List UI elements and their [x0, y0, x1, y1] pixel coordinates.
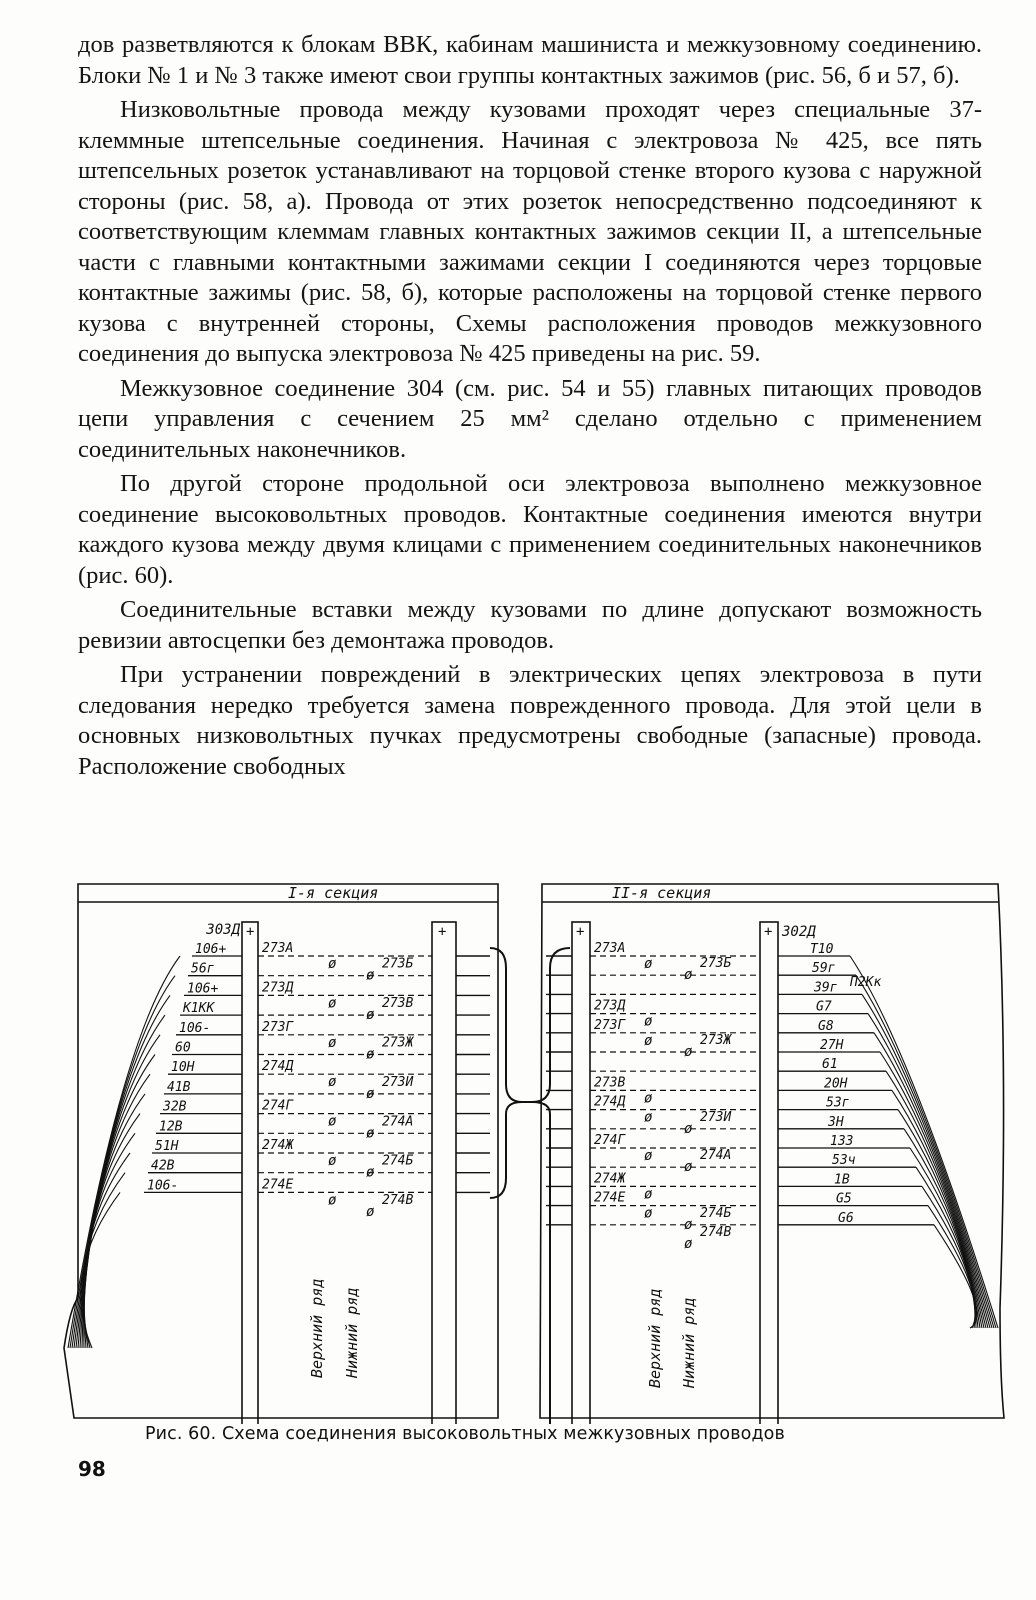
section-2-upper-label: 274Е	[594, 1190, 626, 1206]
inter-body-connector	[532, 1102, 570, 1424]
section-2-wire-label: 53ч	[832, 1153, 856, 1169]
section-2-wire-label: G5	[836, 1191, 852, 1207]
section-2-node: ø	[684, 967, 693, 984]
section-2-lower-label: 273Б	[700, 956, 732, 972]
section-2-node: ø	[644, 1148, 653, 1164]
section-2-wire-label: 27Н	[820, 1038, 844, 1053]
section-1-title: I-я секция	[288, 884, 379, 902]
figure-caption: Рис. 60. Схема соединения высоковольтных межкузовных проводов	[145, 1424, 785, 1444]
section-2-node: ø	[644, 1109, 653, 1126]
paragraph-3: Межкузовное соединение 304 (см. рис. 54 и 55) главных питающих проводов цепи управления с сечением 25 мм² сделано отдельно с применением соединительных наконечников.	[78, 374, 982, 463]
section-2-node: ø	[644, 1186, 653, 1203]
section-1-node: ø	[328, 1192, 337, 1209]
section-2-wire-label: 39г	[814, 980, 838, 996]
section-2-plus-top-left: +	[576, 924, 585, 940]
section-1-wire-label: 32В	[163, 1099, 187, 1115]
section-1-wire-label: 42В	[151, 1158, 175, 1174]
section-2-node: ø	[644, 956, 653, 972]
section-1-wire-label: 41В	[167, 1079, 191, 1095]
section-1-wire-label: 51Н	[155, 1139, 179, 1154]
section-1-top-label: 303Д	[206, 922, 240, 938]
section-2-node: ø	[684, 1044, 693, 1060]
section-2-node: ø	[644, 1013, 653, 1030]
section-1-lower-label: 273И	[382, 1074, 414, 1090]
section-1-rotated-upper: Верхний ряд	[308, 1278, 326, 1378]
section-2-upper-label: 273Г	[594, 1017, 626, 1033]
section-2-upper-label: 273В	[594, 1075, 626, 1091]
section-2-top-label: 302Д	[782, 924, 816, 940]
section-2-wire-label: G7	[816, 999, 832, 1015]
section-1-lower-label: 273Ж	[382, 1035, 414, 1051]
section-1-lower-label: 274Б	[382, 1153, 414, 1169]
section-2-lower-label: 274А	[700, 1148, 732, 1164]
section-1-node: ø	[366, 1164, 375, 1181]
section-1-node: ø	[328, 1153, 337, 1169]
section-2-left-strip	[572, 922, 590, 1424]
section-2-wire-label: G8	[818, 1018, 834, 1034]
section-1-wire-label: 106-	[147, 1178, 179, 1194]
section-1-upper-label: 274Ж	[262, 1138, 294, 1153]
section-2-rotated-upper: Верхний ряд	[646, 1288, 664, 1388]
section-1-fan-wire	[83, 1173, 125, 1348]
inter-body-connector	[490, 948, 570, 1102]
section-2-node: ø	[644, 1205, 653, 1222]
section-1-left-strip	[242, 922, 258, 1424]
section-1-upper-label: 273Д	[262, 980, 294, 996]
section-1-upper-label: 273А	[262, 941, 294, 956]
section-2-wire-label: 3Н	[828, 1114, 844, 1130]
section-2-title: II-я секция	[612, 884, 712, 902]
paragraph-5: Соединительные вставки между кузовами по длине допускают возможность ревизии автосцепки без демонтажа проводов.	[78, 596, 982, 654]
section-2-fan-wire	[892, 1090, 984, 1328]
section-1-plus-top-right: +	[438, 924, 447, 940]
section-1-node: ø	[366, 1046, 375, 1063]
paragraph-1: дов разветвляются к блокам ВВК, кабинам машиниста и межкузовному соединению. Блоки № 1 и № 3 также имеют свои группы контактных зажимов (рис. 56, б и 57, б).	[78, 31, 982, 89]
section-2-node: ø	[684, 1216, 693, 1233]
section-2-lower-label: 274Б	[700, 1205, 732, 1221]
inter-body-connector	[490, 1102, 522, 1198]
section-1-plus-top-left: +	[246, 924, 255, 940]
section-1-wire-label: К1КК	[183, 1001, 215, 1017]
section-1-node: ø	[366, 967, 375, 984]
section-2-lower-label: 274В	[700, 1225, 732, 1240]
section-1-wire-label: 56г	[191, 961, 215, 977]
paragraph-2: Низковольтные провода между кузовами проходят через специальные 37-клеммные штепсельные соединения. Начиная с электровоза № 425, все пять штепсельных розеток устанавливают на торцовой стенке второго кузова с наружной стороны (рис. 58, а). Провода от этих розеток непосредственно подсоединяют к соответствующим клеммам главных контактных зажимов секции II, а штепсельные части с главными контактными зажимами секции I соединяются через торцовые контактные зажимы (рис. 58, б), которые расположены на торцовой стенке первого кузова с внутренней стороны, Схемы расположения проводов межкузовного соединения до выпуска электровоза № 425 приведены на рис. 59.	[78, 96, 982, 367]
section-1-wire-label: 106-	[179, 1020, 211, 1036]
section-1-node: ø	[366, 1007, 375, 1024]
section-1-lower-label: 273Б	[382, 956, 414, 972]
section-2-right-strip	[760, 922, 778, 1424]
section-2-wire-label: 20Н	[824, 1076, 848, 1092]
section-1-right-strip	[432, 922, 456, 1424]
section-1-fan-wire	[80, 1074, 150, 1348]
section-2-wire-label: 59г	[812, 961, 836, 977]
section-2-upper-label: 273Д	[594, 998, 626, 1014]
paragraph-6: При устранении повреждений в электрических цепях электровоза в пути следования нередко требуется замена поврежденного провода. Для этой цели в основных низковольтных пучках предусмотрены свободные (запасные) провода. Расположение свободных	[78, 661, 982, 780]
section-1-node: ø	[366, 1085, 375, 1102]
section-2-wire-label: 53г	[826, 1095, 850, 1111]
section-1-node: ø	[366, 1125, 375, 1142]
section-2-wire-label: 1В	[834, 1172, 850, 1188]
section-2-plus-top-right: +	[764, 924, 773, 940]
section-1-wire-label: 10Н	[171, 1060, 195, 1076]
section-1-node: ø	[366, 1204, 375, 1221]
section-1-upper-label: 273Г	[262, 1019, 294, 1035]
page-number: 98	[78, 1457, 106, 1481]
section-1-lower-label: 274В	[382, 1193, 414, 1209]
section-2-rotated-lower: Нижний ряд	[680, 1297, 698, 1388]
section-1-fan-wire	[78, 1055, 155, 1349]
section-1-upper-label: 274Г	[262, 1098, 294, 1114]
section-1-lower-label: 273В	[382, 996, 414, 1012]
section-1-node: ø	[328, 1034, 337, 1051]
wiring-diagram	[60, 878, 1010, 1424]
section-2-lower-label: 273И	[700, 1109, 732, 1125]
section-1-rotated-lower: Нижний ряд	[343, 1287, 361, 1378]
section-2-node: ø	[684, 1236, 693, 1252]
section-1-upper-label: 274Е	[262, 1177, 294, 1193]
section-2-wire-label: 61	[822, 1057, 838, 1073]
section-1-wire-label: 60	[175, 1040, 191, 1056]
section-2-fan-wire	[898, 1110, 982, 1328]
section-2-node: ø	[684, 1120, 693, 1137]
wiring-diagram-svg	[60, 878, 1010, 1424]
section-2-node: ø	[644, 1032, 653, 1049]
section-2-upper-label: 274Ж	[594, 1171, 626, 1187]
section-1-wire-label: 106+	[187, 981, 219, 997]
section-1-wire-label: 106+	[195, 942, 227, 957]
section-2-upper-label: 274Г	[594, 1133, 626, 1148]
section-2-wire-label: G6	[838, 1210, 854, 1226]
section-1-node: ø	[328, 956, 337, 972]
section-2-node: ø	[644, 1090, 653, 1107]
section-1-upper-label: 274Д	[262, 1059, 294, 1075]
section-2-upper-label: 274Д	[594, 1094, 626, 1110]
section-2-node: ø	[684, 1159, 693, 1176]
section-1-wire-label: 12В	[159, 1119, 183, 1135]
section-1-node: ø	[328, 995, 337, 1012]
section-2-lower-label: 273Ж	[700, 1033, 732, 1048]
section-2-wire-label: Т10	[810, 942, 834, 957]
section-2-wire-label: 133	[830, 1134, 854, 1149]
section-1-node: ø	[328, 1113, 337, 1130]
section-2-aside-label: П2Кк	[850, 975, 882, 990]
paragraph-4: По другой стороне продольной оси электровоза выполнено межкузовное соединение высоковольтных проводов. Контактные соединения имеются внутри каждого кузова между двумя клицами с применением соединительных наконечников (рис. 60).	[78, 470, 982, 589]
section-2-upper-label: 273А	[594, 941, 626, 956]
body-text	[78, 30, 982, 786]
section-1-node: ø	[328, 1074, 337, 1091]
section-1-lower-label: 274А	[382, 1114, 414, 1130]
